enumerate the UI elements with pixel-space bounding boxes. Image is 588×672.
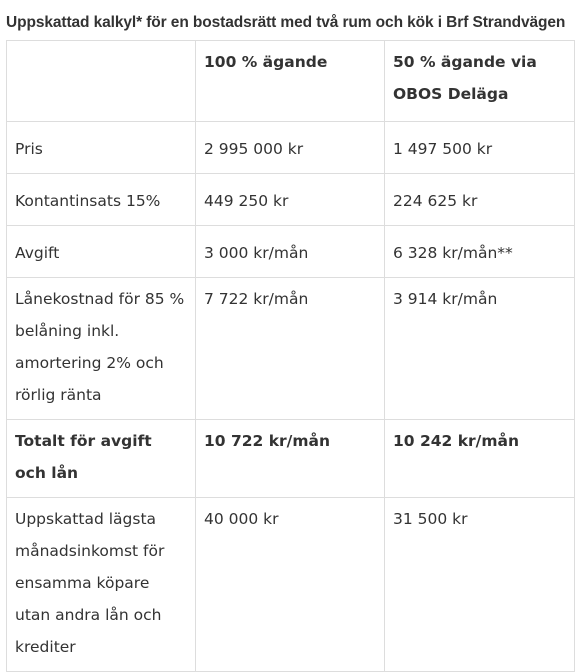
cell-down-payment-full: 449 250 kr	[196, 174, 385, 226]
row-label-down-payment: Kontantinsats 15%	[7, 174, 196, 226]
table-header-row	[7, 41, 575, 122]
row-label-fee: Avgift	[7, 226, 196, 278]
cell-min-income-half: 31 500 kr	[385, 498, 575, 672]
cell-min-income-full: 40 000 kr	[196, 498, 385, 672]
table-row	[7, 226, 575, 278]
cell-price-full: 2 995 000 kr	[196, 122, 385, 174]
table-row	[7, 278, 575, 420]
cost-table	[6, 40, 575, 672]
cell-down-payment-half: 224 625 kr	[385, 174, 575, 226]
row-label-total: Totalt för avgift och lån	[7, 420, 196, 498]
cell-total-half: 10 242 kr/mån	[385, 420, 575, 498]
table-caption: Uppskattad kalkyl* för en bostadsrätt med två rum och kök i Brf Strandvägen	[6, 14, 566, 31]
table-row	[7, 420, 575, 498]
row-label-min-income: Uppskattad lägsta månadsinkomst för ensamma köpare utan andra lån och krediter	[7, 498, 196, 672]
cell-total-full: 10 722 kr/mån	[196, 420, 385, 498]
cell-fee-half: 6 328 kr/mån**	[385, 226, 575, 278]
row-label-price: Pris	[7, 122, 196, 174]
cell-price-half: 1 497 500 kr	[385, 122, 575, 174]
header-cell-half-ownership: 50 % ägande via OBOS Deläga	[385, 41, 575, 122]
header-cell-empty	[7, 41, 196, 122]
table-row	[7, 122, 575, 174]
cell-loan-cost-half: 3 914 kr/mån	[385, 278, 575, 420]
cell-loan-cost-full: 7 722 kr/mån	[196, 278, 385, 420]
row-label-loan-cost: Lånekostnad för 85 % belåning inkl. amortering 2% och rörlig ränta	[7, 278, 196, 420]
cell-fee-full: 3 000 kr/mån	[196, 226, 385, 278]
table-row	[7, 498, 575, 672]
table-row	[7, 174, 575, 226]
header-cell-full-ownership: 100 % ägande	[196, 41, 385, 122]
